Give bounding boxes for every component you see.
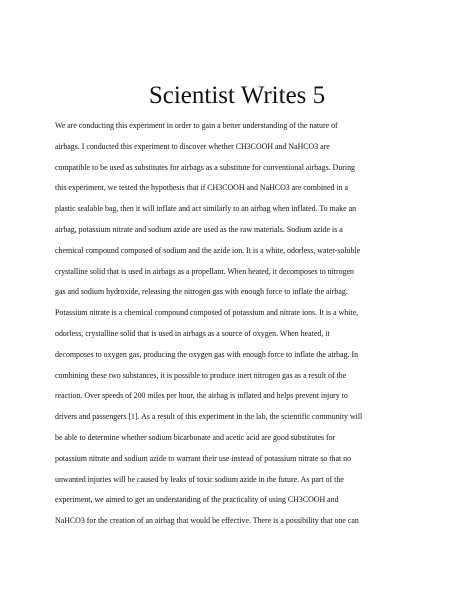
page-title: Scientist Writes 5 bbox=[148, 82, 326, 109]
text-line: odorless, crystalline solid that is used in airbags as a source of oxygen. When heated, it bbox=[55, 328, 330, 338]
text-line: We are conducting this experiment in order to gain a better understanding of the nature of bbox=[55, 121, 338, 130]
text-line: decomposes to oxygen gas, producing the oxygen gas with enough force to inflate the airbag. In bbox=[55, 349, 359, 359]
body-paragraph bbox=[55, 116, 474, 532]
text-line: be able to determine whether sodium bicarbonate and acetic acid are good substitutes for bbox=[55, 432, 336, 442]
text-line: Potassium nitrate is a chemical compound composed of potassium and nitrate ions. It is a white, bbox=[55, 308, 359, 318]
text-line: potassium nitrate and sodium azide to warrant their use instead of potassium nitrate so that no bbox=[55, 453, 352, 463]
text-line: airbags. I conducted this experiment to discover whether CH3COOH and NaHCO3 are bbox=[55, 141, 330, 151]
text-line: crystalline solid that is used in airbags as a propellant. When heated, it decomposes to nitrogen bbox=[55, 266, 354, 276]
text-line: combining these two substances, it is possible to produce inert nitrogen gas as a result of the bbox=[55, 370, 347, 380]
text-line: gas and sodium hydroxide, releasing the nitrogen gas with enough force to inflate the airbag. bbox=[55, 287, 348, 297]
text-line: experiment, we aimed to get an understanding of the practicality of using CH3COOH and bbox=[55, 495, 339, 505]
text-line: unwanted injuries will be caused by leaks of toxic sodium azide in the future. As part of the bbox=[55, 474, 344, 484]
text-line: plastic sealable bag, then it will inflate and act similarly to an airbag when inflated. To make an bbox=[55, 204, 357, 214]
text-line: chemical compound composed of sodium and the azide ion. It is a white, odorless, water-soluble bbox=[55, 245, 361, 255]
text-line: this experiment, we tested the hypothesis that if CH3COOH and NaHCO3 are combined in a bbox=[55, 183, 348, 193]
text-line: NaHCO3 for the creation of an airbag that would be effective. There is a possibility that one can bbox=[55, 516, 359, 526]
text-line: reaction. Over speeds of 200 miles per hour, the airbag is inflated and helps prevent injury to bbox=[55, 391, 348, 401]
text-line: drivers and passengers [1]. As a result of this experiment in the lab, the scientific community will bbox=[55, 412, 363, 422]
text-line: airbag, potassium nitrate and sodium azide are used as the raw materials. Sodium azide is a bbox=[55, 224, 343, 234]
text-line: compatible to be used as substitutes for airbags as a substitute for conventional airbags. During bbox=[55, 162, 355, 172]
